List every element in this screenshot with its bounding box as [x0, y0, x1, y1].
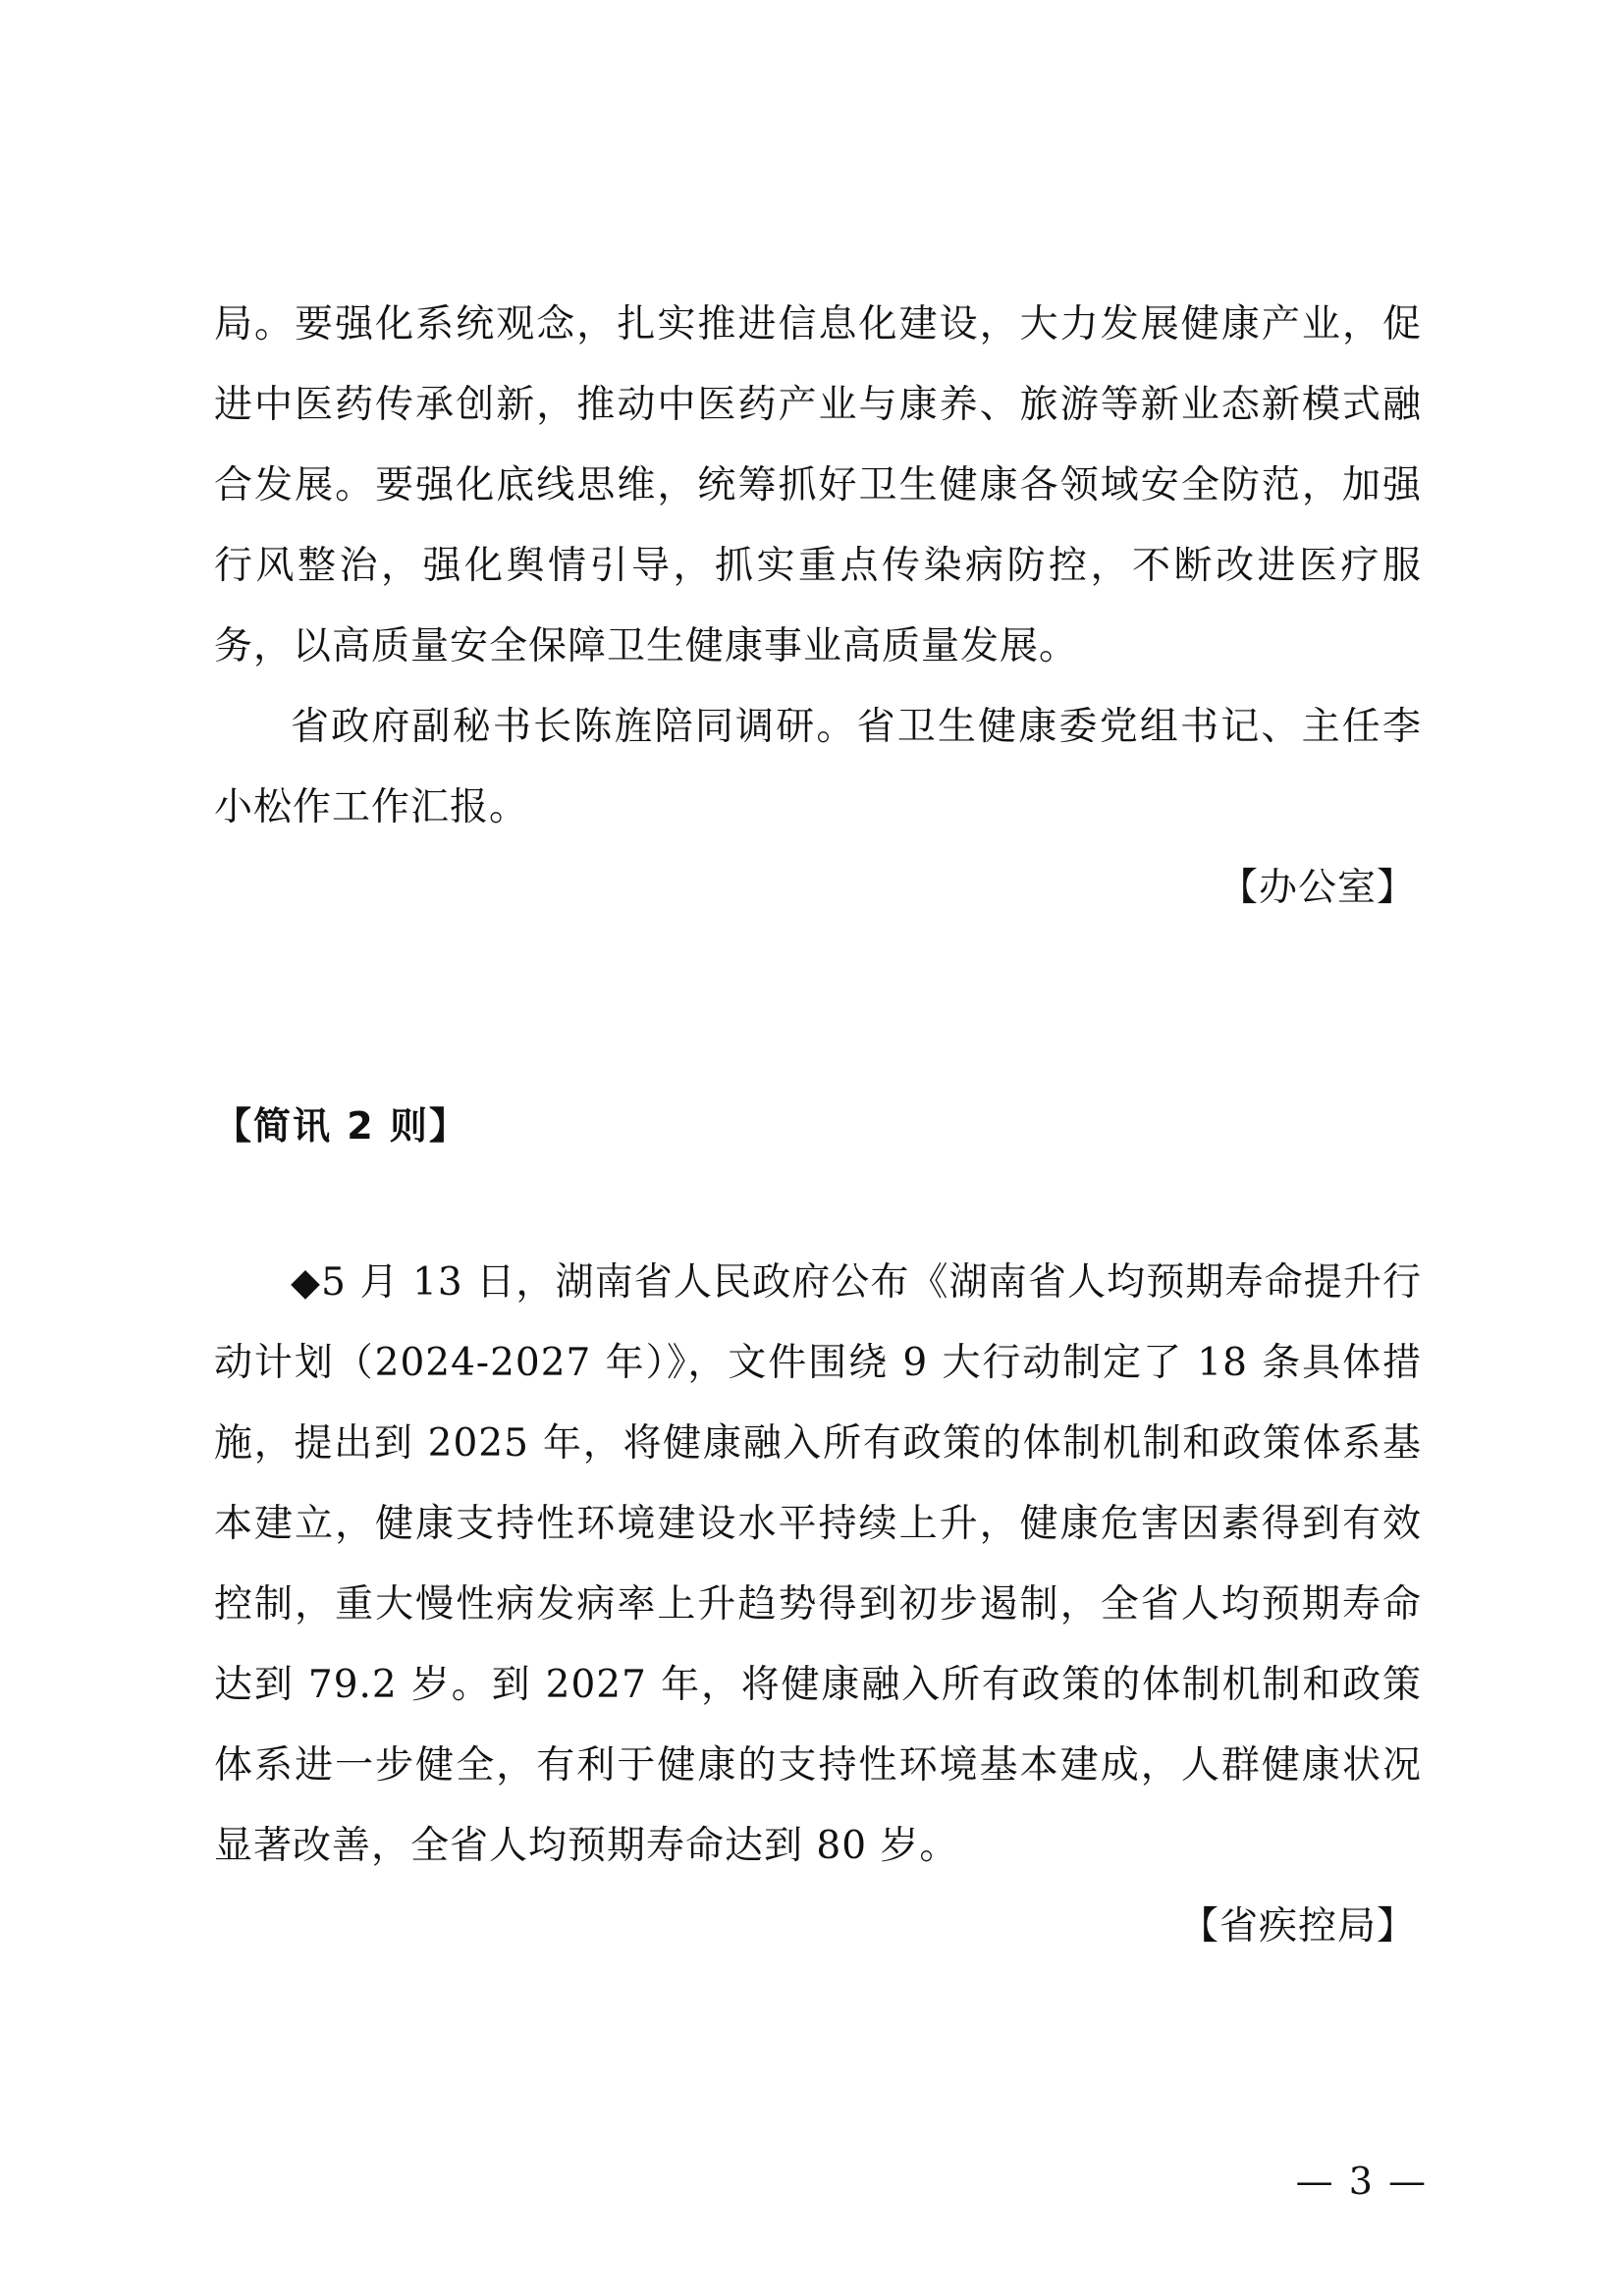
section-title: 【简讯 2 则】: [214, 1104, 468, 1148]
article-paragraph-continued: 局。要强化系统观念，扎实推进信息化建设，大力发展健康产业，促进中医药传承创新，推动中医药产业与康养、旅游等新业态新模式融合发展。要强化底线思维，统筹抓好卫生健康各领域安全防范，加强行风整治，强化舆情引导，抓实重点传染病防控，不断改进医疗服务，以高质量安全保障卫生健康事业高质量发展。: [214, 302, 1422, 668]
page-content: [214, 285, 1422, 1967]
article-paragraph-accompany: 省政府副秘书长陈旌陪同调研。省卫生健康委党组书记、主任李小松作工作汇报。: [214, 705, 1422, 829]
page-number: — 3 —: [1295, 2160, 1428, 2203]
brief-source: 【省疾控局】: [1179, 1904, 1416, 1949]
title-spacer: [214, 1166, 1422, 1243]
brief-paragraph: ◆5 月 13 日，湖南省人民政府公布《湖南省人均预期寿命提升行动计划（2024-2027 年）》，文件围绕 9 大行动制定了 18 条具体措施，提出到 2025 年，将健康融入所有政策的体制机制和政策体系基本建立，健康支持性环境建设水平持续上升，健康危害因素得到有效控制，重大慢性病发病率上升趋势得到初步遏制，全省人均预期寿命达到 79.2 岁。到 2027 年，将健康融入所有政策的体制机制和政策体系进一步健全，有利于健康的支持性环境基本建成，人群健康状况显著改善，全省人均预期寿命达到 80 岁。: [214, 1260, 1422, 1868]
article-source: 【办公室】: [1218, 866, 1416, 910]
section-spacer: [214, 929, 1422, 1086]
